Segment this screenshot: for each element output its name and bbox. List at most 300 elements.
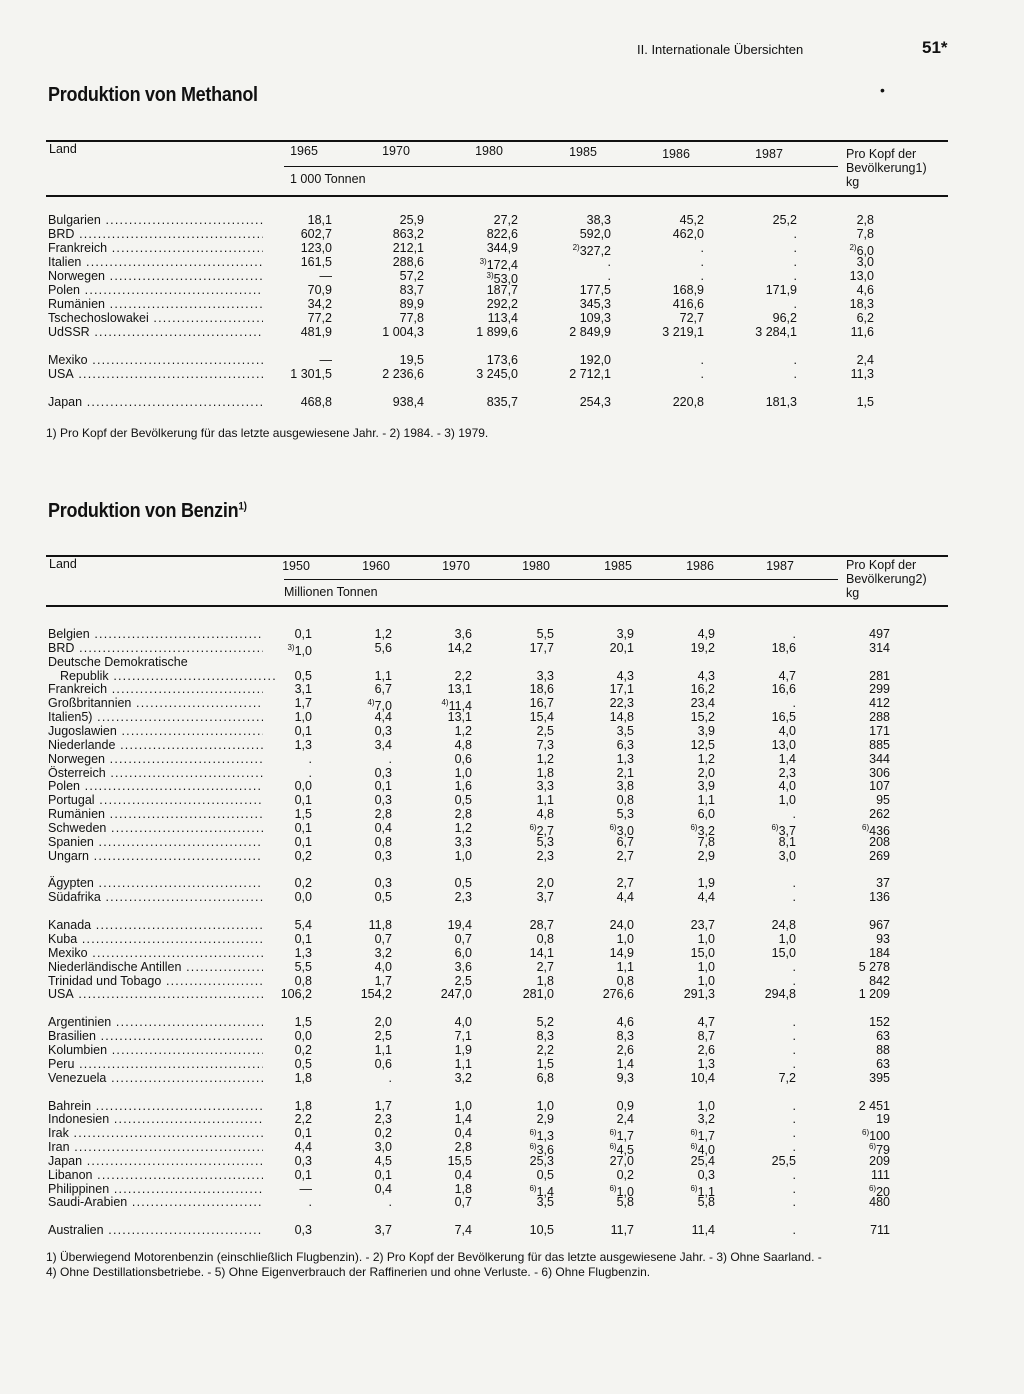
footnote-marker: 3) bbox=[479, 257, 487, 266]
row-value: 3,2 bbox=[374, 945, 392, 960]
row-value: 6,7 bbox=[616, 834, 634, 849]
row-value: 1,2 bbox=[697, 751, 715, 766]
row-value: 15,5 bbox=[447, 1153, 472, 1168]
row-value: 1,0 bbox=[778, 932, 796, 946]
row-land: Japan ..... bbox=[48, 1154, 263, 1168]
row-value: 2,3 bbox=[536, 848, 554, 863]
row-value: . bbox=[792, 1126, 796, 1141]
row-value: 416,6 bbox=[672, 297, 704, 311]
row-value: 1,1 bbox=[536, 793, 554, 808]
row-value: 3 245,0 bbox=[476, 367, 518, 381]
row-value: 412 bbox=[869, 696, 890, 711]
row-value: 3,0 bbox=[856, 255, 874, 269]
row-land: Kuba ..... bbox=[48, 932, 263, 946]
row-value: 281 bbox=[869, 668, 890, 683]
row-value: 4,0 bbox=[374, 959, 392, 974]
row-value: 2,7 bbox=[536, 959, 554, 974]
row-value: $^{6)}$1,1 bbox=[690, 1183, 715, 1199]
row-value: 7,3 bbox=[536, 737, 554, 752]
row-land: Bahrein ..... bbox=[48, 1099, 263, 1113]
benzin-table bbox=[46, 555, 948, 1255]
row-value: 345,3 bbox=[579, 297, 611, 311]
table-row bbox=[46, 640, 948, 658]
row-value: 1 004,3 bbox=[382, 325, 424, 339]
row-value: 1,3 bbox=[294, 945, 312, 960]
row-value: 1,5 bbox=[294, 807, 312, 822]
row-value: 154,2 bbox=[360, 987, 392, 1002]
row-land: Trinidad und Tobago ..... bbox=[48, 974, 263, 988]
row-land: Italien5) ..... bbox=[48, 710, 263, 724]
row-value: 0,5 bbox=[454, 876, 472, 891]
row-value: 0,3 bbox=[294, 1223, 312, 1238]
col-header-1985: 1985 bbox=[604, 559, 632, 573]
row-value: 16,7 bbox=[529, 696, 554, 711]
row-value: 220,8 bbox=[672, 395, 704, 409]
table-row bbox=[46, 325, 948, 339]
row-value: 106,2 bbox=[280, 987, 312, 1002]
table-row bbox=[46, 1195, 948, 1209]
row-value: $^{6)}$4,5 bbox=[609, 1142, 634, 1158]
row-value: 93 bbox=[876, 932, 890, 946]
row-value: 77,8 bbox=[399, 311, 424, 325]
row-value: 15,4 bbox=[529, 710, 554, 725]
row-value: 3,3 bbox=[454, 834, 472, 849]
row-value: . bbox=[793, 269, 797, 283]
row-land: BRD ..... bbox=[48, 227, 263, 241]
row-value: 294,8 bbox=[764, 987, 796, 1002]
row-value: 0,3 bbox=[374, 723, 392, 738]
row-value: 3,5 bbox=[536, 1195, 554, 1210]
row-value: 2,8 bbox=[374, 807, 392, 822]
row-value: . bbox=[793, 241, 797, 255]
benzin-footnote-2: 4) Ohne Destillationsbetriebe. - 5) Ohne Eigenverbrauch der Raffinerien und ohne Verluste. - 6) Ohne Flugbenzin. bbox=[46, 1265, 651, 1279]
row-value: . bbox=[792, 627, 796, 641]
row-value: 34,2 bbox=[307, 297, 332, 311]
row-value: 497 bbox=[869, 627, 890, 641]
row-value: 4,6 bbox=[616, 1015, 634, 1030]
row-value: 0,6 bbox=[454, 751, 472, 766]
row-value: 6,3 bbox=[616, 737, 634, 752]
row-value: 3,1 bbox=[294, 682, 312, 697]
row-value: 5,2 bbox=[536, 1015, 554, 1030]
footnote-marker: 6) bbox=[529, 1183, 537, 1193]
row-value: 3 284,1 bbox=[755, 325, 797, 339]
row-land: Portugal ..... bbox=[48, 793, 263, 807]
row-value: 2,5 bbox=[536, 723, 554, 738]
footnote-marker: 6) bbox=[609, 1128, 617, 1138]
row-value: 1,5 bbox=[536, 1056, 554, 1071]
row-value: 0,0 bbox=[294, 1029, 312, 1044]
row-value: 192,0 bbox=[579, 353, 611, 367]
row-value: 2,3 bbox=[778, 765, 796, 780]
row-value: 24,0 bbox=[609, 918, 634, 933]
row-value: 15,0 bbox=[690, 945, 715, 960]
row-land: Indonesien ..... bbox=[48, 1112, 263, 1126]
row-value: 0,1 bbox=[294, 723, 312, 738]
row-value: 152 bbox=[869, 1015, 890, 1030]
row-value: 281,0 bbox=[522, 987, 554, 1002]
row-value: 1,8 bbox=[454, 1181, 472, 1196]
row-value: 212,1 bbox=[392, 241, 424, 255]
row-value: . bbox=[792, 959, 796, 974]
row-value: 18,1 bbox=[307, 213, 332, 227]
row-value: 344,9 bbox=[486, 241, 518, 255]
row-value: 3,2 bbox=[454, 1070, 472, 1085]
row-value: 18,6 bbox=[771, 640, 796, 655]
methanol-footnote: 1) Pro Kopf der Bevölkerung für das letzte ausgewiesene Jahr. - 2) 1984. - 3) 1979. bbox=[46, 426, 489, 440]
row-value: $^{6)}$4,0 bbox=[690, 1142, 715, 1158]
col-header-1986: 1986 bbox=[686, 559, 714, 573]
row-value: 136 bbox=[869, 890, 890, 905]
row-value: 1,8 bbox=[536, 973, 554, 988]
row-value: 835,7 bbox=[486, 395, 518, 409]
row-value: 967 bbox=[869, 918, 890, 933]
row-value: 0,3 bbox=[374, 876, 392, 891]
row-value: 107 bbox=[869, 779, 890, 794]
table-row bbox=[46, 710, 948, 724]
row-value: . bbox=[607, 255, 611, 269]
row-value: 28,7 bbox=[529, 918, 554, 933]
row-value: 15,2 bbox=[690, 710, 715, 725]
row-value: . bbox=[792, 890, 796, 905]
row-value: 89,9 bbox=[399, 297, 424, 311]
row-value: 7,1 bbox=[454, 1029, 472, 1044]
table-row bbox=[46, 890, 948, 904]
row-value: 1 899,6 bbox=[476, 325, 518, 339]
table-row bbox=[46, 1154, 948, 1168]
row-value: 4,4 bbox=[697, 890, 715, 905]
row-value: 3,3 bbox=[536, 668, 554, 683]
row-value: 822,6 bbox=[486, 227, 518, 241]
row-value: 314 bbox=[869, 640, 890, 655]
row-value: 1,1 bbox=[374, 668, 392, 683]
row-value: 1,8 bbox=[294, 1098, 312, 1113]
row-value: 0,5 bbox=[374, 890, 392, 905]
row-value: 14,9 bbox=[609, 945, 634, 960]
row-value: . bbox=[792, 1015, 796, 1030]
row-value: 7,4 bbox=[454, 1223, 472, 1238]
row-land: Ägypten ..... bbox=[48, 876, 263, 890]
row-value: 1,3 bbox=[697, 1056, 715, 1071]
row-value: . bbox=[793, 297, 797, 311]
table-row bbox=[46, 752, 948, 766]
row-value: 1,2 bbox=[454, 820, 472, 835]
row-value: 20,1 bbox=[609, 640, 634, 655]
row-value: 1,4 bbox=[778, 751, 796, 766]
row-value: 395 bbox=[869, 1070, 890, 1085]
table-row bbox=[46, 820, 948, 839]
row-value: 468,8 bbox=[300, 395, 332, 409]
row-value: 83,7 bbox=[399, 283, 424, 297]
row-land: Frankreich ..... bbox=[48, 241, 263, 255]
row-value: 0,7 bbox=[374, 932, 392, 946]
table-row bbox=[46, 1168, 948, 1182]
col-header-1987: 1987 bbox=[755, 147, 783, 161]
table-row bbox=[46, 738, 948, 752]
page-number: 51* bbox=[922, 38, 948, 57]
row-value: 19,5 bbox=[399, 353, 424, 367]
row-value: 6,7 bbox=[374, 682, 392, 697]
row-value: 1,2 bbox=[536, 751, 554, 766]
col-header-1950: 1950 bbox=[282, 559, 310, 573]
row-value: 276,6 bbox=[602, 987, 634, 1002]
row-value: . bbox=[792, 807, 796, 822]
row-value: 2 451 bbox=[858, 1098, 890, 1113]
row-value: 481,9 bbox=[300, 325, 332, 339]
row-value: 7,2 bbox=[778, 1070, 796, 1085]
row-land: Schweden ..... bbox=[48, 821, 263, 835]
row-value: 17,1 bbox=[609, 682, 634, 697]
footnote-marker: 2) bbox=[572, 243, 580, 252]
row-value: 25,5 bbox=[771, 1153, 796, 1168]
table-row bbox=[46, 627, 948, 641]
table-row bbox=[46, 655, 948, 669]
row-value: $^{2)}$6,0 bbox=[849, 243, 874, 259]
row-value: 4,4 bbox=[374, 710, 392, 725]
row-value: 711 bbox=[870, 1223, 890, 1238]
row-value: $^{6)}$1,7 bbox=[609, 1128, 634, 1144]
row-value: 1,1 bbox=[697, 793, 715, 808]
row-value: $^{6)}$1,3 bbox=[529, 1128, 554, 1144]
table-row bbox=[46, 849, 948, 863]
row-value: 1,2 bbox=[454, 723, 472, 738]
row-value: 1 209 bbox=[858, 987, 890, 1002]
row-value: 2,4 bbox=[616, 1112, 634, 1127]
row-value: 3,7 bbox=[374, 1223, 392, 1238]
table-row bbox=[46, 932, 948, 946]
row-land: Argentinien ..... bbox=[48, 1015, 263, 1029]
row-value: 4,0 bbox=[778, 723, 796, 738]
footnote-marker: 6) bbox=[529, 1142, 537, 1152]
row-value: 1,5 bbox=[294, 1015, 312, 1030]
row-value: 1,0 bbox=[697, 1098, 715, 1113]
row-value: 1,1 bbox=[374, 1042, 392, 1057]
row-value: 0,5 bbox=[294, 1056, 312, 1071]
row-value: 17,7 bbox=[529, 640, 554, 655]
row-value: . bbox=[792, 1029, 796, 1044]
row-value: 2 236,6 bbox=[382, 367, 424, 381]
row-value: — bbox=[319, 269, 332, 283]
row-value: 7,8 bbox=[697, 834, 715, 849]
row-value: . bbox=[607, 269, 611, 283]
row-value: 10,5 bbox=[529, 1223, 554, 1238]
row-value: 0,5 bbox=[454, 793, 472, 808]
row-value: 1,0 bbox=[616, 932, 634, 946]
row-value: . bbox=[792, 1140, 796, 1155]
row-land: Niederlande ..... bbox=[48, 738, 263, 752]
row-value: 2,7 bbox=[616, 848, 634, 863]
row-value: 4,5 bbox=[374, 1153, 392, 1168]
footnote-marker: 6) bbox=[862, 1128, 870, 1138]
row-value: 4,4 bbox=[616, 890, 634, 905]
row-value: 181,3 bbox=[765, 395, 797, 409]
row-value: 0,3 bbox=[294, 1153, 312, 1168]
table-row bbox=[46, 779, 948, 793]
row-land: Bulgarien ..... bbox=[48, 213, 263, 227]
row-value: 37 bbox=[876, 876, 890, 891]
footnote-marker: 6) bbox=[609, 822, 617, 832]
row-value: . bbox=[792, 1098, 796, 1113]
row-value: 0,4 bbox=[454, 1126, 472, 1141]
row-value: 292,2 bbox=[486, 297, 518, 311]
row-value: $^{6)}$436 bbox=[862, 822, 890, 839]
row-value: $^{6)}$3,7 bbox=[771, 822, 796, 839]
footnote-marker: 3) bbox=[287, 642, 295, 652]
row-land: Österreich ..... bbox=[48, 766, 263, 780]
row-value: 247,0 bbox=[440, 987, 472, 1002]
col-header-1987: 1987 bbox=[766, 559, 794, 573]
row-value: 187,7 bbox=[486, 283, 518, 297]
table-rule-header bbox=[46, 605, 948, 607]
row-land: Frankreich ..... bbox=[48, 682, 263, 696]
row-land: USA ..... bbox=[48, 367, 263, 381]
row-land: Republik ..... bbox=[48, 669, 275, 683]
row-value: 70,9 bbox=[307, 283, 332, 297]
row-value: 2,0 bbox=[536, 876, 554, 891]
footnote-marker: 6) bbox=[868, 1142, 877, 1152]
methanol-table bbox=[46, 140, 948, 440]
row-value: 19 bbox=[876, 1112, 890, 1127]
row-value: 4,3 bbox=[616, 668, 634, 683]
row-value: 1 301,5 bbox=[290, 367, 332, 381]
row-value: 288,6 bbox=[392, 255, 424, 269]
row-value: 8,3 bbox=[616, 1029, 634, 1044]
row-land: Spanien ..... bbox=[48, 835, 263, 849]
row-land: Ungarn ..... bbox=[48, 849, 263, 863]
row-value: 299 bbox=[869, 682, 890, 697]
row-value: 1,0 bbox=[454, 1098, 472, 1113]
row-value: 109,3 bbox=[579, 311, 611, 325]
row-value: 6,0 bbox=[454, 945, 472, 960]
row-value: 3,6 bbox=[454, 959, 472, 974]
table-row bbox=[46, 227, 948, 241]
footnote-marker: 4) bbox=[367, 698, 375, 708]
row-value: 8,3 bbox=[536, 1029, 554, 1044]
row-value: . bbox=[792, 1056, 796, 1071]
row-value: 6,0 bbox=[697, 807, 715, 822]
row-value: 863,2 bbox=[392, 227, 424, 241]
col-header-1965: 1965 bbox=[290, 144, 318, 158]
row-value: 1,4 bbox=[616, 1056, 634, 1071]
row-value: 208 bbox=[869, 834, 890, 849]
table-rule-top bbox=[46, 555, 948, 557]
row-value: . bbox=[793, 353, 797, 367]
row-land: USA ..... bbox=[48, 987, 263, 1001]
row-value: 0,1 bbox=[294, 793, 312, 808]
speck: • bbox=[880, 82, 885, 98]
row-value: 57,2 bbox=[399, 269, 424, 283]
row-value: 184 bbox=[869, 945, 890, 960]
table-row bbox=[46, 918, 948, 932]
row-value: 1,1 bbox=[616, 959, 634, 974]
row-value: . bbox=[792, 1042, 796, 1057]
row-value: 3,6 bbox=[454, 627, 472, 641]
row-value: . bbox=[388, 1070, 392, 1085]
row-value: 2,5 bbox=[374, 1029, 392, 1044]
row-value: . bbox=[792, 1112, 796, 1127]
row-value: 16,5 bbox=[771, 710, 796, 725]
row-value: 0,5 bbox=[294, 668, 312, 683]
row-value: 23,7 bbox=[690, 918, 715, 933]
row-value: 4,7 bbox=[778, 668, 796, 683]
row-value: 1,0 bbox=[454, 765, 472, 780]
row-value: 13,0 bbox=[771, 737, 796, 752]
footnote-marker: 2) bbox=[849, 243, 857, 252]
row-value: . bbox=[308, 1195, 312, 1210]
row-value: 885 bbox=[869, 737, 890, 752]
row-value: 4,0 bbox=[454, 1015, 472, 1030]
row-value: 1,7 bbox=[374, 973, 392, 988]
row-value: 3,9 bbox=[697, 723, 715, 738]
row-value: 2,6 bbox=[697, 1042, 715, 1057]
row-value: 18,3 bbox=[849, 297, 874, 311]
row-value: . bbox=[700, 269, 704, 283]
table-row bbox=[46, 255, 948, 273]
row-value: $^{4)}$7,0 bbox=[367, 698, 392, 714]
row-value: 2,5 bbox=[454, 973, 472, 988]
row-land: BRD ..... bbox=[48, 641, 263, 655]
benzin-title-footnote: 1) bbox=[238, 500, 247, 513]
benzin-title-text: Produktion von Benzin bbox=[48, 500, 239, 522]
row-value: 4,7 bbox=[697, 1015, 715, 1030]
table-row bbox=[46, 311, 948, 325]
table-rule-top bbox=[46, 140, 948, 142]
table-row bbox=[46, 1223, 948, 1237]
row-value: 1,0 bbox=[778, 793, 796, 808]
table-row bbox=[46, 1140, 948, 1158]
table-row bbox=[46, 297, 948, 311]
row-value: 0,1 bbox=[294, 932, 312, 946]
row-value: 3,3 bbox=[536, 779, 554, 794]
row-value: 16,6 bbox=[771, 682, 796, 697]
row-value: 1,0 bbox=[697, 959, 715, 974]
row-value: 11,6 bbox=[850, 325, 874, 339]
row-value: 2,7 bbox=[616, 876, 634, 891]
row-value: 0,1 bbox=[294, 820, 312, 835]
row-value: 27,0 bbox=[609, 1153, 634, 1168]
row-value: 13,1 bbox=[447, 710, 472, 725]
row-value: 8,7 bbox=[697, 1029, 715, 1044]
row-value: 77,2 bbox=[307, 311, 332, 325]
row-value: 2,4 bbox=[856, 353, 874, 367]
table-row bbox=[46, 1043, 948, 1057]
row-value: — bbox=[319, 353, 332, 367]
row-value: 0,0 bbox=[294, 890, 312, 905]
row-land: Niederländische Antillen ..... bbox=[48, 960, 263, 974]
row-value: 88 bbox=[876, 1042, 890, 1057]
row-value: 173,6 bbox=[486, 353, 518, 367]
row-value: 602,7 bbox=[300, 227, 332, 241]
row-land: Iran ..... bbox=[48, 1140, 263, 1154]
row-value: 3,0 bbox=[778, 848, 796, 863]
prokopf-line1: Pro Kopf der bbox=[846, 558, 917, 572]
row-value: 0,3 bbox=[374, 848, 392, 863]
row-land: Norwegen ..... bbox=[48, 269, 263, 283]
footnote-marker: 6) bbox=[868, 1183, 877, 1193]
row-value: . bbox=[700, 241, 704, 255]
prokopf-line1: Pro Kopf der bbox=[846, 147, 917, 161]
row-value: 4,3 bbox=[697, 668, 715, 683]
table-row bbox=[46, 766, 948, 780]
table-row bbox=[46, 367, 948, 381]
row-value: 0,1 bbox=[294, 1126, 312, 1141]
row-value: 1,3 bbox=[616, 751, 634, 766]
row-value: 2 849,9 bbox=[569, 325, 611, 339]
footnote-marker: 6) bbox=[862, 822, 870, 832]
row-value: $^{3)}$1,0 bbox=[287, 642, 312, 658]
row-value: $^{6)}$100 bbox=[862, 1128, 890, 1144]
row-value: 254,3 bbox=[579, 395, 611, 409]
